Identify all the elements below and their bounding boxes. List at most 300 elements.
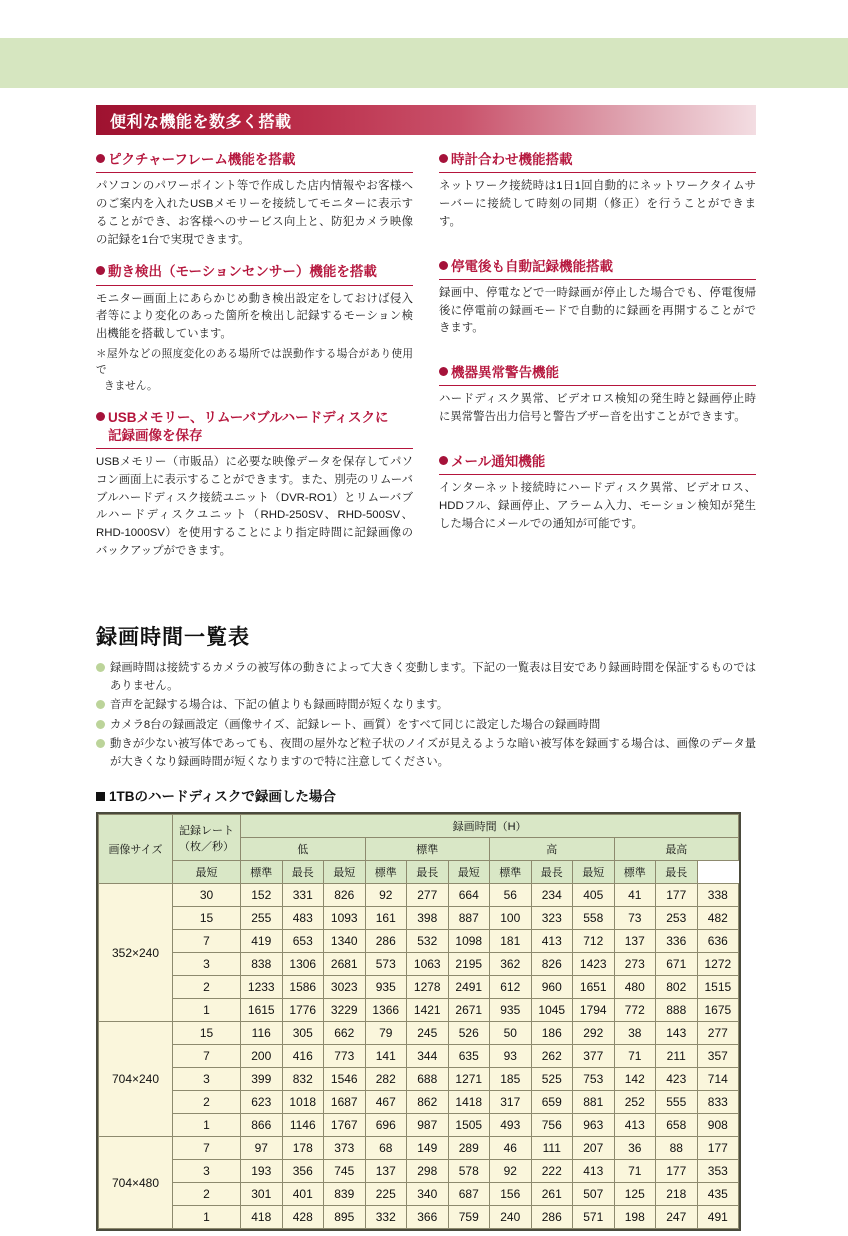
cell-recording-hours: 137 <box>614 930 656 953</box>
cell-recording-hours: 526 <box>448 1022 490 1045</box>
cell-recording-hours: 1045 <box>531 999 573 1022</box>
feature-body: USBメモリー（市販品）に必要な映像データを保存してパソコン画面上に表示することができます。また、別売のリムーバブルハードディスク接続ユニット（DVR-RO1）とリムーバブルハードディスクユニット（RHD-250SV、RHD-500SV、RHD-1000SV）を使用することにより指定時間に記録画像のバックアップができます。 <box>96 456 413 557</box>
cell-recording-hours: 573 <box>365 953 407 976</box>
list-item <box>96 735 756 772</box>
cell-recording-hours: 366 <box>407 1206 449 1229</box>
feature-body: 録画中、停電などで一時録画が停止した場合でも、停電復帰後に停電前の録画モードで自動的に録画を再開することができます。 <box>439 286 756 335</box>
cell-recording-hours: 111 <box>531 1137 573 1160</box>
feature-note <box>96 347 413 395</box>
feature-heading <box>96 151 413 173</box>
cell-record-rate: 15 <box>173 907 241 930</box>
cell-recording-hours: 198 <box>614 1206 656 1229</box>
table-row <box>99 1068 739 1091</box>
cell-recording-hours: 419 <box>241 930 283 953</box>
cell-recording-hours: 137 <box>365 1160 407 1183</box>
cell-recording-hours: 753 <box>573 1068 615 1091</box>
cell-recording-hours: 1675 <box>697 999 739 1022</box>
cell-recording-hours: 2195 <box>448 953 490 976</box>
cell-recording-hours: 839 <box>324 1183 366 1206</box>
cell-recording-hours: 286 <box>365 930 407 953</box>
recording-time-table <box>98 814 739 1229</box>
page-content <box>96 105 756 1236</box>
cell-recording-hours: 211 <box>656 1045 698 1068</box>
table-header-row-1 <box>99 815 739 838</box>
list-item-text: 動きが少ない被写体であっても、夜間の屋外など粒子状のノイズが見えるような暗い被写体を録画する場合は、画像のデータ量が大きくなり録画時間が短くなりますので特に注意してください。 <box>110 737 756 769</box>
cell-recording-hours: 1340 <box>324 930 366 953</box>
cell-recording-hours: 240 <box>490 1206 532 1229</box>
cell-recording-hours: 277 <box>697 1022 739 1045</box>
cell-record-rate: 2 <box>173 976 241 999</box>
cell-recording-hours: 125 <box>614 1183 656 1206</box>
cell-record-rate: 30 <box>173 884 241 907</box>
table-row <box>99 953 739 976</box>
cell-recording-hours: 336 <box>656 930 698 953</box>
th-sub-min-4: 最短 <box>573 861 615 884</box>
cell-recording-hours: 143 <box>656 1022 698 1045</box>
cell-recording-hours: 671 <box>656 953 698 976</box>
th-quality-highest: 最高 <box>614 838 739 861</box>
list-item <box>96 659 756 696</box>
table-row <box>99 1091 739 1114</box>
cell-recording-hours: 161 <box>365 907 407 930</box>
bullet-dot-icon <box>439 456 448 465</box>
cell-recording-hours: 467 <box>365 1091 407 1114</box>
cell-recording-hours: 262 <box>531 1045 573 1068</box>
cell-recording-hours: 1018 <box>282 1091 324 1114</box>
cell-recording-hours: 2491 <box>448 976 490 999</box>
th-quality-standard: 標準 <box>365 838 490 861</box>
cell-recording-hours: 712 <box>573 930 615 953</box>
cell-record-rate: 3 <box>173 1068 241 1091</box>
cell-recording-hours: 687 <box>448 1183 490 1206</box>
cell-recording-hours: 881 <box>573 1091 615 1114</box>
cell-recording-hours: 298 <box>407 1160 449 1183</box>
cell-recording-hours: 413 <box>614 1114 656 1137</box>
recording-time-section <box>96 621 756 1236</box>
cell-recording-hours: 1272 <box>697 953 739 976</box>
cell-recording-hours: 41 <box>614 884 656 907</box>
cell-recording-hours: 662 <box>324 1022 366 1045</box>
cell-recording-hours: 277 <box>407 884 449 907</box>
th-sub-max-2: 最長 <box>407 861 449 884</box>
cell-recording-hours: 416 <box>282 1045 324 1068</box>
cell-recording-hours: 92 <box>365 884 407 907</box>
cell-recording-hours: 1093 <box>324 907 366 930</box>
cell-recording-hours: 401 <box>282 1183 324 1206</box>
feature-heading <box>96 409 413 449</box>
section-title: 録画時間一覧表 <box>96 625 250 649</box>
cell-recording-hours: 181 <box>490 930 532 953</box>
th-sub-std-4: 標準 <box>614 861 656 884</box>
list-item <box>96 696 756 714</box>
th-sub-min-3: 最短 <box>448 861 490 884</box>
cell-recording-hours: 405 <box>573 884 615 907</box>
cell-recording-hours: 2671 <box>448 999 490 1022</box>
cell-recording-hours: 636 <box>697 930 739 953</box>
th-sub-min-2: 最短 <box>324 861 366 884</box>
th-quality-low: 低 <box>241 838 366 861</box>
cell-recording-hours: 178 <box>282 1137 324 1160</box>
cell-recording-hours: 247 <box>656 1206 698 1229</box>
feature-body: インターネット接続時にハードディスク異常、ビデオロス、HDDフル、録画停止、アラーム入力、モーション検知が発生した場合にメールでの通知が可能です。 <box>439 482 756 530</box>
cell-recording-hours: 1146 <box>282 1114 324 1137</box>
th-record-rate-line2: （枚／秒） <box>179 840 234 853</box>
cell-recording-hours: 116 <box>241 1022 283 1045</box>
cell-recording-hours: 46 <box>490 1137 532 1160</box>
table-row <box>99 999 739 1022</box>
cell-recording-hours: 338 <box>697 884 739 907</box>
cell-recording-hours: 356 <box>282 1160 324 1183</box>
cell-recording-hours: 635 <box>448 1045 490 1068</box>
cell-recording-hours: 532 <box>407 930 449 953</box>
feature-heading <box>439 258 756 280</box>
cell-recording-hours: 2681 <box>324 953 366 976</box>
cell-recording-hours: 759 <box>448 1206 490 1229</box>
cell-record-rate: 7 <box>173 930 241 953</box>
cell-record-rate: 1 <box>173 999 241 1022</box>
feature-heading-text: ピクチャーフレーム機能を搭載 <box>108 152 296 167</box>
cell-recording-hours: 152 <box>241 884 283 907</box>
cell-recording-hours: 73 <box>614 907 656 930</box>
cell-recording-hours: 866 <box>241 1114 283 1137</box>
cell-recording-hours: 50 <box>490 1022 532 1045</box>
cell-recording-hours: 1794 <box>573 999 615 1022</box>
section-banner-title: 便利な機能を数多く搭載 <box>110 113 292 131</box>
cell-recording-hours: 289 <box>448 1137 490 1160</box>
feature-heading <box>96 263 413 285</box>
cell-recording-hours: 1063 <box>407 953 449 976</box>
th-sub-std-2: 標準 <box>365 861 407 884</box>
feature-heading-text: USBメモリー、リムーバブルハードディスクに <box>108 409 389 425</box>
cell-recording-hours: 286 <box>531 1206 573 1229</box>
cell-recording-hours: 93 <box>490 1045 532 1068</box>
table-row <box>99 884 739 907</box>
cell-recording-hours: 664 <box>448 884 490 907</box>
cell-recording-hours: 1366 <box>365 999 407 1022</box>
th-record-rate <box>173 815 241 861</box>
cell-recording-hours: 1687 <box>324 1091 366 1114</box>
cell-recording-hours: 353 <box>697 1160 739 1183</box>
cell-recording-hours: 960 <box>531 976 573 999</box>
feature-power-recovery <box>439 258 756 339</box>
cell-recording-hours: 261 <box>531 1183 573 1206</box>
cell-recording-hours: 963 <box>573 1114 615 1137</box>
cell-recording-hours: 413 <box>573 1160 615 1183</box>
cell-recording-hours: 177 <box>656 1160 698 1183</box>
cell-recording-hours: 1776 <box>282 999 324 1022</box>
cell-record-rate: 1 <box>173 1206 241 1229</box>
feature-body: モニター画面上にあらかじめ動き検出設定をしておけば侵入者等により変化のあった箇所を検出し記録するモーション検出機能を搭載しています。 <box>96 292 413 341</box>
cell-image-size: 352×240 <box>99 884 173 1022</box>
th-sub-max-1: 最長 <box>282 861 324 884</box>
cell-recording-hours: 377 <box>573 1045 615 1068</box>
cell-recording-hours: 253 <box>656 907 698 930</box>
cell-recording-hours: 323 <box>531 907 573 930</box>
cell-recording-hours: 833 <box>697 1091 739 1114</box>
cell-recording-hours: 832 <box>282 1068 324 1091</box>
cell-recording-hours: 555 <box>656 1091 698 1114</box>
th-sub-max-4: 最長 <box>656 861 698 884</box>
cell-recording-hours: 571 <box>573 1206 615 1229</box>
cell-recording-hours: 222 <box>531 1160 573 1183</box>
cell-recording-hours: 578 <box>448 1160 490 1183</box>
cell-record-rate: 7 <box>173 1137 241 1160</box>
cell-recording-hours: 156 <box>490 1183 532 1206</box>
features-area <box>96 151 756 575</box>
th-quality-high: 高 <box>490 838 615 861</box>
feature-note-text: ＊屋外などの照度変化のある場所では誤動作する場合があり使用で <box>96 347 413 376</box>
bullet-dot-icon <box>96 700 105 709</box>
cell-recording-hours: 1233 <box>241 976 283 999</box>
cell-recording-hours: 100 <box>490 907 532 930</box>
cell-recording-hours: 1418 <box>448 1091 490 1114</box>
table-header-row-3 <box>99 861 739 884</box>
cell-recording-hours: 1615 <box>241 999 283 1022</box>
cell-recording-hours: 273 <box>614 953 656 976</box>
th-sub-std-3: 標準 <box>490 861 532 884</box>
cell-recording-hours: 177 <box>656 884 698 907</box>
cell-recording-hours: 193 <box>241 1160 283 1183</box>
top-green-band <box>0 38 848 88</box>
feature-heading <box>439 151 756 173</box>
cell-recording-hours: 418 <box>241 1206 283 1229</box>
table-row <box>99 1022 739 1045</box>
table-row <box>99 1114 739 1137</box>
cell-recording-hours: 245 <box>407 1022 449 1045</box>
cell-recording-hours: 772 <box>614 999 656 1022</box>
cell-recording-hours: 935 <box>365 976 407 999</box>
cell-recording-hours: 149 <box>407 1137 449 1160</box>
cell-recording-hours: 331 <box>282 884 324 907</box>
cell-recording-hours: 38 <box>614 1022 656 1045</box>
cell-recording-hours: 1586 <box>282 976 324 999</box>
cell-recording-hours: 225 <box>365 1183 407 1206</box>
cell-recording-hours: 435 <box>697 1183 739 1206</box>
cell-recording-hours: 344 <box>407 1045 449 1068</box>
cell-recording-hours: 658 <box>656 1114 698 1137</box>
cell-recording-hours: 141 <box>365 1045 407 1068</box>
cell-recording-hours: 826 <box>324 884 366 907</box>
cell-record-rate: 3 <box>173 1160 241 1183</box>
features-column-right <box>439 151 756 575</box>
table-sub-heading-text: 1TBのハードディスクで録画した場合 <box>109 789 336 805</box>
cell-recording-hours: 218 <box>656 1183 698 1206</box>
list-item <box>96 716 756 734</box>
cell-recording-hours: 317 <box>490 1091 532 1114</box>
cell-recording-hours: 56 <box>490 884 532 907</box>
bullet-dot-icon <box>96 266 105 275</box>
cell-recording-hours: 398 <box>407 907 449 930</box>
cell-recording-hours: 745 <box>324 1160 366 1183</box>
cell-record-rate: 15 <box>173 1022 241 1045</box>
list-item-text: 録画時間は接続するカメラの被写体の動きによって大きく変動します。下記の一覧表は目安であり録画時間を保証するものではありません。 <box>110 661 756 692</box>
cell-recording-hours: 696 <box>365 1114 407 1137</box>
cell-recording-hours: 507 <box>573 1183 615 1206</box>
section-banner <box>96 105 756 135</box>
cell-recording-hours: 92 <box>490 1160 532 1183</box>
cell-recording-hours: 332 <box>365 1206 407 1229</box>
list-item-text: カメラ8台の録画設定（画像サイズ、記録レート、画質）をすべて同じに設定した場合の録画時間 <box>110 718 601 731</box>
cell-recording-hours: 802 <box>656 976 698 999</box>
cell-recording-hours: 185 <box>490 1068 532 1091</box>
cell-recording-hours: 68 <box>365 1137 407 1160</box>
cell-recording-hours: 399 <box>241 1068 283 1091</box>
table-row <box>99 976 739 999</box>
feature-clock-sync <box>439 151 756 232</box>
cell-recording-hours: 838 <box>241 953 283 976</box>
table-head <box>99 815 739 884</box>
cell-recording-hours: 142 <box>614 1068 656 1091</box>
bullet-dot-icon <box>439 154 448 163</box>
cell-recording-hours: 826 <box>531 953 573 976</box>
th-image-size: 画像サイズ <box>99 815 173 884</box>
cell-recording-hours: 525 <box>531 1068 573 1091</box>
table-row <box>99 1206 739 1229</box>
cell-recording-hours: 1546 <box>324 1068 366 1091</box>
table-row <box>99 1137 739 1160</box>
table-body <box>99 884 739 1229</box>
cell-recording-hours: 688 <box>407 1068 449 1091</box>
bullet-dot-icon <box>439 261 448 270</box>
cell-recording-hours: 908 <box>697 1114 739 1137</box>
cell-recording-hours: 480 <box>614 976 656 999</box>
cell-recording-hours: 357 <box>697 1045 739 1068</box>
cell-recording-hours: 558 <box>573 907 615 930</box>
cell-recording-hours: 301 <box>241 1183 283 1206</box>
feature-heading-text: 停電後も自動記録機能搭載 <box>451 258 613 274</box>
cell-recording-hours: 659 <box>531 1091 573 1114</box>
cell-image-size: 704×240 <box>99 1022 173 1137</box>
table-row <box>99 1160 739 1183</box>
cell-recording-hours: 653 <box>282 930 324 953</box>
th-sub-min-1: 最短 <box>173 861 241 884</box>
bullet-dot-icon <box>96 412 105 421</box>
cell-recording-hours: 756 <box>531 1114 573 1137</box>
feature-heading-text: メール通知機能 <box>451 453 546 469</box>
bullet-dot-icon <box>96 720 105 729</box>
cell-recording-hours: 177 <box>697 1137 739 1160</box>
cell-recording-hours: 1651 <box>573 976 615 999</box>
cell-recording-hours: 3023 <box>324 976 366 999</box>
cell-record-rate: 7 <box>173 1045 241 1068</box>
cell-recording-hours: 1278 <box>407 976 449 999</box>
cell-recording-hours: 36 <box>614 1137 656 1160</box>
feature-body: ハードディスク異常、ビデオロス検知の発生時と録画停止時に異常警告出力信号と警告ブザー音を出すことができます。 <box>439 393 756 424</box>
cell-recording-hours: 862 <box>407 1091 449 1114</box>
cell-recording-hours: 413 <box>531 930 573 953</box>
features-column-left <box>96 151 413 575</box>
bullet-dot-icon <box>96 663 105 672</box>
cell-recording-hours: 340 <box>407 1183 449 1206</box>
cell-record-rate: 2 <box>173 1183 241 1206</box>
cell-recording-hours: 255 <box>241 907 283 930</box>
cell-recording-hours: 887 <box>448 907 490 930</box>
table-row <box>99 1183 739 1206</box>
feature-device-alarm <box>439 364 756 427</box>
cell-recording-hours: 292 <box>573 1022 615 1045</box>
bullet-dot-icon <box>439 367 448 376</box>
cell-recording-hours: 71 <box>614 1045 656 1068</box>
cell-recording-hours: 895 <box>324 1206 366 1229</box>
feature-heading-text: 時計合わせ機能搭載 <box>451 152 573 167</box>
cell-recording-hours: 1306 <box>282 953 324 976</box>
cell-recording-hours: 423 <box>656 1068 698 1091</box>
cell-recording-hours: 207 <box>573 1137 615 1160</box>
cell-recording-hours: 773 <box>324 1045 366 1068</box>
cell-recording-hours: 1421 <box>407 999 449 1022</box>
cell-recording-hours: 1767 <box>324 1114 366 1137</box>
cell-recording-hours: 1423 <box>573 953 615 976</box>
feature-note-cont: きません。 <box>104 379 158 392</box>
cell-recording-hours: 200 <box>241 1045 283 1068</box>
feature-heading <box>439 453 756 475</box>
notes-list <box>96 659 756 772</box>
table-row <box>99 930 739 953</box>
th-recording-time: 録画時間（H） <box>241 815 739 838</box>
cell-recording-hours: 1098 <box>448 930 490 953</box>
feature-heading-text: 機器異常警告機能 <box>451 365 559 381</box>
feature-motion-detect <box>96 263 413 394</box>
cell-recording-hours: 97 <box>241 1137 283 1160</box>
cell-record-rate: 2 <box>173 1091 241 1114</box>
cell-recording-hours: 493 <box>490 1114 532 1137</box>
cell-recording-hours: 234 <box>531 884 573 907</box>
cell-recording-hours: 88 <box>656 1137 698 1160</box>
list-item-text: 音声を記録する場合は、下記の値よりも録画時間が短くなります。 <box>110 699 449 712</box>
th-sub-std-1: 標準 <box>241 861 283 884</box>
cell-recording-hours: 483 <box>282 907 324 930</box>
table-sub-heading <box>96 785 756 805</box>
cell-recording-hours: 623 <box>241 1091 283 1114</box>
cell-image-size: 704×480 <box>99 1137 173 1229</box>
cell-record-rate: 3 <box>173 953 241 976</box>
th-sub-max-3: 最長 <box>531 861 573 884</box>
th-record-rate-line1: 記録レート <box>179 824 234 837</box>
bullet-dot-icon <box>96 739 105 748</box>
cell-recording-hours: 373 <box>324 1137 366 1160</box>
square-marker-icon <box>96 792 105 801</box>
cell-recording-hours: 1505 <box>448 1114 490 1137</box>
cell-recording-hours: 612 <box>490 976 532 999</box>
cell-recording-hours: 3229 <box>324 999 366 1022</box>
feature-heading-text: 動き検出（モーションセンサー）機能を搭載 <box>108 264 377 280</box>
cell-recording-hours: 71 <box>614 1160 656 1183</box>
bullet-dot-icon <box>96 154 105 163</box>
cell-recording-hours: 1515 <box>697 976 739 999</box>
cell-recording-hours: 935 <box>490 999 532 1022</box>
feature-picture-frame <box>96 151 413 249</box>
cell-recording-hours: 714 <box>697 1068 739 1091</box>
cell-recording-hours: 491 <box>697 1206 739 1229</box>
cell-recording-hours: 252 <box>614 1091 656 1114</box>
feature-heading-text-line2: 記録画像を保存 <box>108 427 203 443</box>
cell-record-rate: 1 <box>173 1114 241 1137</box>
table-row <box>99 907 739 930</box>
feature-body: パソコンのパワーポイント等で作成した店内情報やお客様へのご案内を入れたUSBメモリーを接続してモニターに表示することができ、お客様へのサービス向上と、防犯カメラ映像の記録を1台で実現できます。 <box>96 180 413 246</box>
cell-recording-hours: 428 <box>282 1206 324 1229</box>
cell-recording-hours: 987 <box>407 1114 449 1137</box>
cell-recording-hours: 1271 <box>448 1068 490 1091</box>
cell-recording-hours: 888 <box>656 999 698 1022</box>
cell-recording-hours: 482 <box>697 907 739 930</box>
feature-body: ネットワーク接続時は1日1回自動的にネットワークタイムサーバーに接続して時刻の同期（修正）を行うことができます。 <box>439 180 756 228</box>
table-wrapper <box>96 812 741 1231</box>
cell-recording-hours: 362 <box>490 953 532 976</box>
feature-mail-notify <box>439 453 756 534</box>
cell-recording-hours: 282 <box>365 1068 407 1091</box>
feature-heading <box>439 364 756 386</box>
table-row <box>99 1045 739 1068</box>
